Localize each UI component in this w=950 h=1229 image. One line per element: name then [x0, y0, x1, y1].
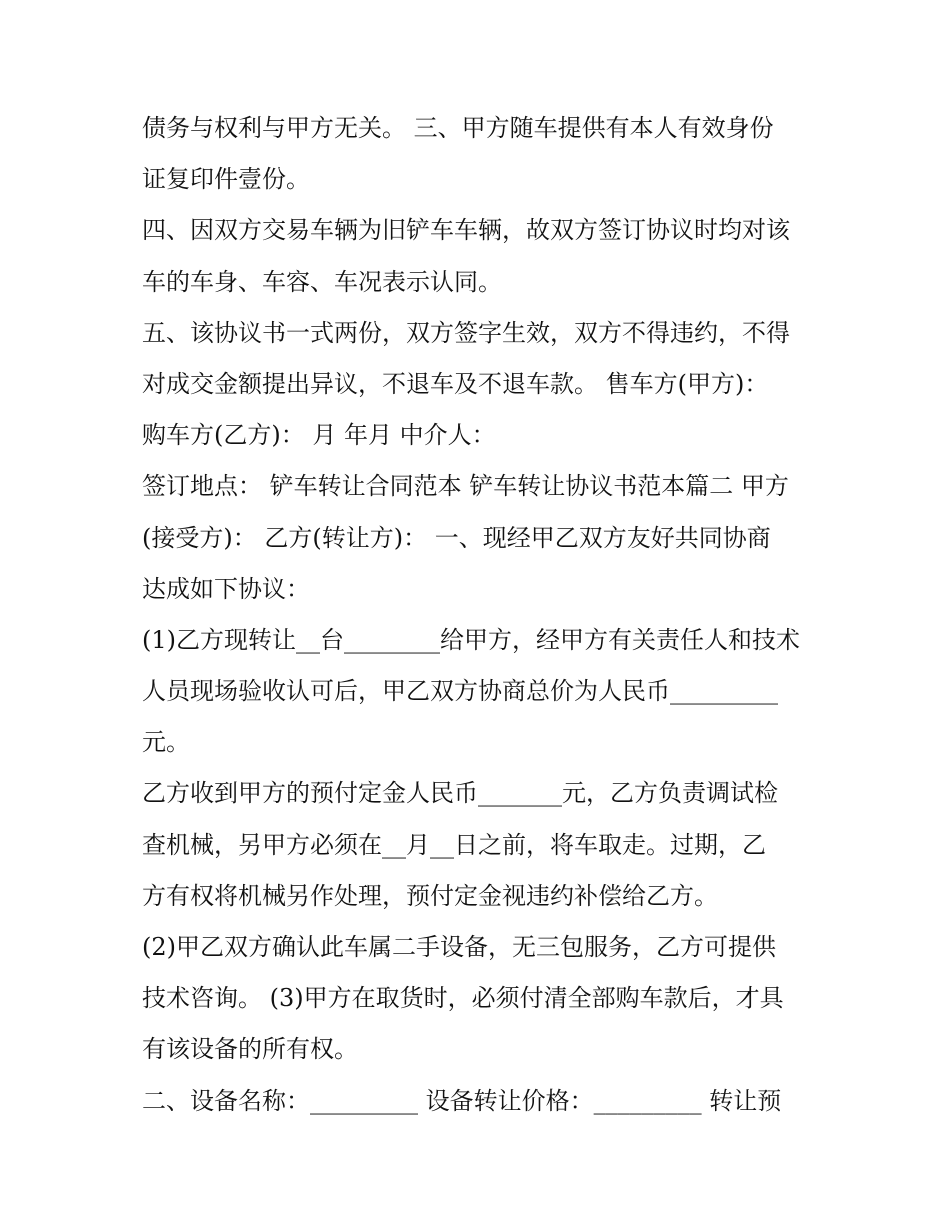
text-line: 对成交金额提出异议，不退车及不退车款。 售车方(甲方)：: [142, 369, 769, 398]
text-line: 人员现场验收认可后，甲乙双方协商总价为人民币_________: [142, 677, 778, 706]
text-line: 达成如下协议：: [142, 574, 310, 603]
text-line: 购车方(乙方)： 月 年月 中介人：: [142, 421, 496, 450]
text-line: 债务与权利与甲方无关。 三、甲方随车提供有本人有效身份: [142, 114, 774, 142]
text-line: 查机械，另甲方必须在__月__日之前，将车取走。过期，乙: [142, 830, 766, 859]
text-line: 元。: [142, 728, 190, 757]
text-line: 签订地点： 铲车转让合同范本 铲车转让协议书范本篇二 甲方: [142, 472, 789, 501]
text-line: (1)乙方现转让__台________给甲方，经甲方有关责任人和技术: [142, 625, 800, 654]
document-body: [142, 103, 822, 1127]
text-line: 技术咨询。 (3)甲方在取货时，必须付清全部购车款后，才具: [142, 984, 784, 1013]
text-line: 四、因双方交易车辆为旧铲车车辆，故双方签订协议时均对该: [142, 216, 790, 245]
text-line: 方有权将机械另作处理，预付定金视违约补偿给乙方。: [142, 881, 718, 910]
text-line: 二、设备名称：_________ 设备转让价格：_________ 转让预: [142, 1086, 782, 1115]
text-line: (接受方)： 乙方(转让方)： 一、现经甲乙双方友好共同协商: [142, 523, 771, 552]
text-line: (2)甲乙双方确认此车属二手设备，无三包服务，乙方可提供: [142, 933, 776, 961]
text-line: 五、该协议书一式两份，双方签字生效，双方不得违约，不得: [142, 318, 790, 347]
text-line: 证复印件壹份。: [142, 165, 310, 194]
text-line: 有该设备的所有权。: [142, 1035, 358, 1064]
text-line: 乙方收到甲方的预付定金人民币_______元，乙方负责调试检: [142, 779, 778, 808]
text-line: 车的车身、车容、车况表示认同。: [142, 267, 502, 296]
